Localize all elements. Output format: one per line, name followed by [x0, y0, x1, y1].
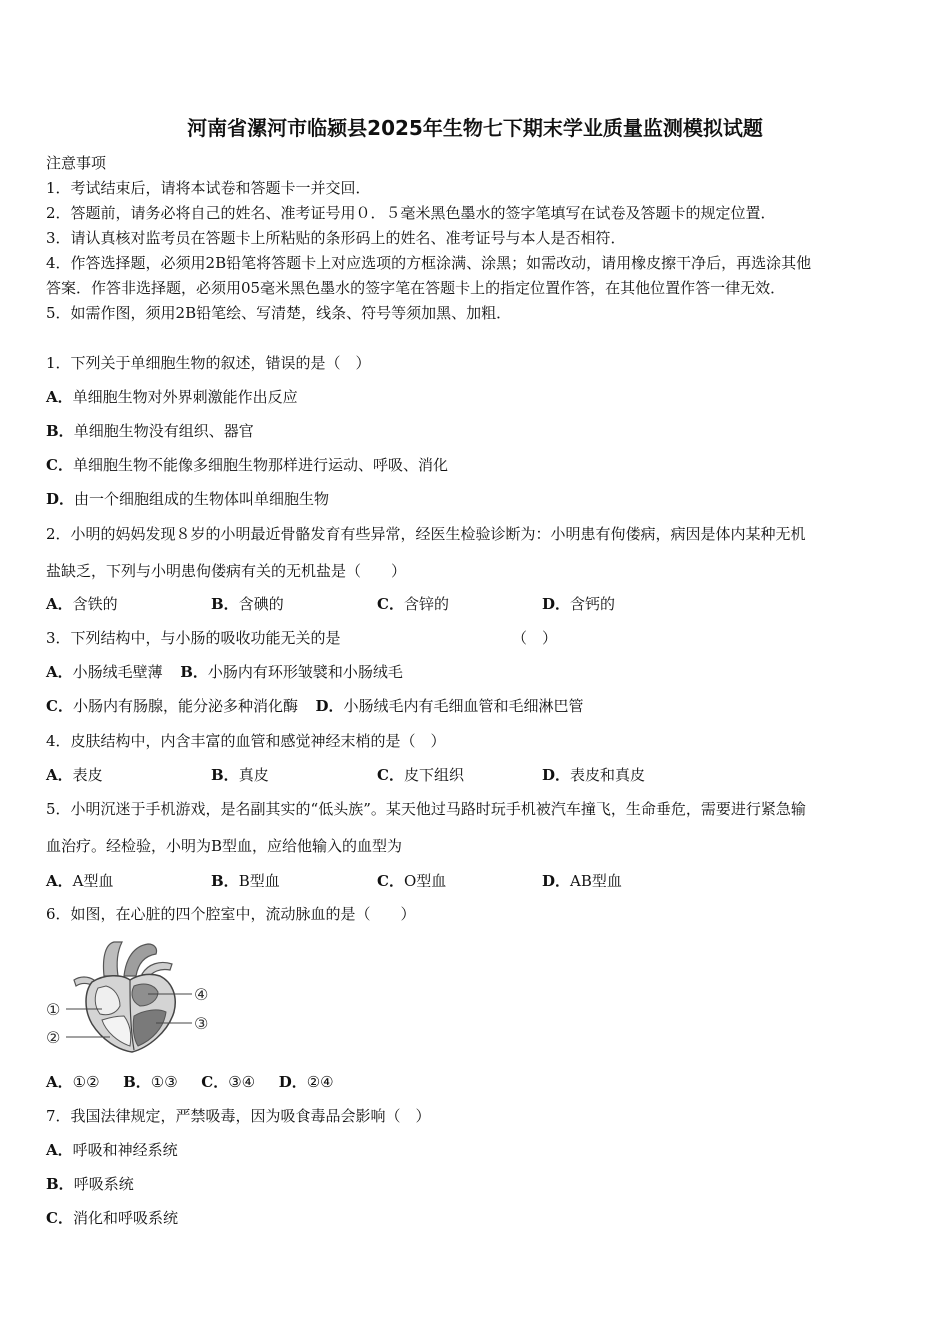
question-5-options	[46, 870, 906, 890]
question-2-option-b: B．含碘的	[211, 595, 284, 613]
question-7-option-a: A．呼吸和神经系统	[46, 1141, 178, 1159]
page-title: 河南省漯河市临颍县2025年生物七下期末学业质量监测模拟试题	[187, 116, 763, 140]
question-3-stem: 3．下列结构中，与小肠的吸收功能无关的是	[46, 629, 341, 647]
question-1-option-c: C．单细胞生物不能像多细胞生物那样进行运动、呼吸、消化	[46, 456, 448, 474]
question-6-option-d: D．②④	[278, 1073, 334, 1091]
question-3-option-a: A．小肠绒毛壁薄	[46, 663, 163, 681]
question-7-option-b: B．呼吸系统	[46, 1175, 134, 1193]
question-5-option-a: A．A型血	[46, 872, 114, 890]
question-6-option-a: A．①②	[46, 1073, 100, 1091]
question-7-stem: 7．我国法律规定，严禁吸毒，因为吸食毒品会影响（ ）	[46, 1107, 431, 1125]
figure-label-1: ①	[46, 1000, 61, 1019]
question-1-option-d: D．由一个细胞组成的生物体叫单细胞生物	[46, 490, 330, 508]
question-5-option-b: B．B型血	[211, 872, 280, 890]
question-3-option-d: D．小肠绒毛内有毛细血管和毛细淋巴管	[315, 697, 584, 715]
notice-item: 5．如需作图，须用2B铅笔绘、写清楚，线条、符号等须加黑、加粗．	[46, 304, 512, 322]
notice-item: 4．作答选择题，必须用2B铅笔将答题卡上对应选项的方框涂满、涂黑；如需改动，请用橡皮擦干净后，再选涂其他	[46, 254, 812, 272]
question-2-option-d: D．含钙的	[542, 595, 616, 613]
question-4-options	[46, 764, 906, 784]
figure-label-4: ④	[194, 985, 209, 1004]
question-4-option-b: B．真皮	[211, 766, 269, 784]
question-2-stem-cont: 盐缺乏，下列与小明患佝偻病有关的无机盐是（ ）	[46, 562, 407, 580]
notice-item: 3．请认真核对监考员在答题卡上所粘贴的条形码上的姓名、准考证号与本人是否相符．	[46, 229, 626, 247]
question-3-option-c: C．小肠内有肠腺，能分泌多种消化酶	[46, 697, 298, 715]
question-5-option-d: D．AB型血	[542, 872, 622, 890]
question-2-options	[46, 593, 906, 613]
question-3-options-ab	[46, 661, 403, 682]
question-4-stem: 4．皮肤结构中，内含丰富的血管和感觉神经末梢的是（ ）	[46, 732, 446, 750]
notice-item: 答案．作答非选择题，必须用05毫米黑色墨水的签字笔在答题卡上的指定位置作答，在其他位置作答一律无效．	[46, 279, 786, 297]
figure-label-3: ③	[194, 1014, 209, 1033]
heart-diagram	[44, 936, 214, 1056]
question-2-option-a: A．含铁的	[46, 595, 118, 613]
notice-heading: 注意事项	[46, 154, 107, 172]
question-6-stem: 6．如图，在心脏的四个腔室中，流动脉血的是（ ）	[46, 905, 416, 923]
question-4-option-a: A．表皮	[46, 766, 103, 784]
question-5-option-c: C．O型血	[377, 872, 447, 890]
question-2-option-c: C．含锌的	[377, 595, 449, 613]
question-1-option-b: B．单细胞生物没有组织、器官	[46, 422, 254, 440]
question-6-option-b: B．①③	[123, 1073, 178, 1091]
figure-label-2: ②	[46, 1028, 61, 1047]
notice-item: 1．考试结束后，请将本试卷和答题卡一并交回．	[46, 179, 371, 197]
question-6-options	[46, 1071, 334, 1092]
question-7-option-c: C．消化和呼吸系统	[46, 1209, 178, 1227]
question-4-option-d: D．表皮和真皮	[542, 766, 646, 784]
question-1-option-a: A．单细胞生物对外界刺激能作出反应	[46, 388, 298, 406]
question-3-paren: （ ）	[512, 629, 558, 647]
question-5-stem-cont: 血治疗。经检验，小明为B型血，应给他输入的血型为	[46, 837, 403, 855]
question-3-options-cd	[46, 695, 584, 716]
question-1-stem: 1．下列关于单细胞生物的叙述，错误的是（ ）	[46, 354, 371, 372]
question-3-option-b: B．小肠内有环形皱襞和小肠绒毛	[180, 663, 403, 681]
notice-item: 2．答题前，请务必将自己的姓名、准考证号用０．５毫米黑色墨水的签字笔填写在试卷及答题卡的规定位置．	[46, 204, 776, 222]
question-5-stem: 5．小明沉迷于手机游戏，是名副其实的“低头族”。某天他过马路时玩手机被汽车撞飞，生命垂危，需要进行紧急输	[46, 800, 806, 818]
question-6-option-c: C．③④	[201, 1073, 256, 1091]
question-4-option-c: C．皮下组织	[377, 766, 464, 784]
question-2-stem: 2．小明的妈妈发现８岁的小明最近骨骼发育有些异常，经医生检验诊断为：小明患有佝偻病，病因是体内某种无机	[46, 525, 806, 543]
